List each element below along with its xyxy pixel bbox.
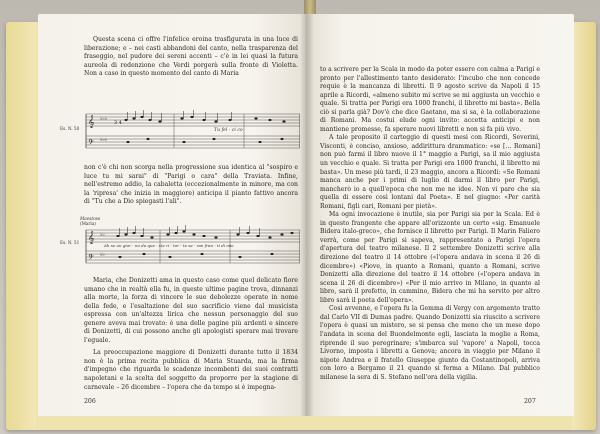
svg-text:♭♭♭: ♭♭♭ bbox=[100, 116, 108, 122]
right-page bbox=[306, 14, 574, 416]
svg-text:𝄞: 𝄞 bbox=[88, 115, 95, 128]
svg-text:3 4: 3 4 bbox=[114, 120, 122, 126]
svg-text:𝄢: 𝄢 bbox=[88, 254, 94, 264]
cover-edge-left bbox=[6, 22, 36, 430]
cover-edge-right bbox=[572, 22, 596, 430]
music-example-51 bbox=[60, 216, 300, 268]
right-page-number: 207 bbox=[524, 398, 536, 405]
singer-marking: (Maria) bbox=[80, 221, 96, 226]
music-example-2-lyrics: Ah se un gior - no da que - ste ri - tor - te sa - ran fran - ti di mie bbox=[104, 243, 234, 248]
left-para-1-text: Questa scena ci offre l'infelice eroina trasfigurata in una luce di liberazione; e – nei casti abbandoni del canto, nella trasparenza del fraseggio, nel pudore dei sereni accenti – c'è in lei quasi la futura aureola di redenzione che Verdi porgerà sulla fronte di Violetta. Non a caso in questo momento del canto di Maria bbox=[84, 36, 298, 78]
svg-text:♭♭: ♭♭ bbox=[100, 232, 105, 238]
book-gutter bbox=[300, 14, 314, 416]
music-example-label: Es. N. 50 bbox=[60, 126, 80, 131]
left-para-4-text: La preoccupazione maggiore di Donizetti durante tutto il 1834 non è la prima recita pubblica di Maria Stuarda, ma la firma d'impegno che riguarda le scadenze incombenti dei suoi contratti napoletani e la scelta del soggetto da proporre per la stagione di carnevale – 26 dicembre – l'opera che da tempo si è impegna- bbox=[84, 349, 298, 391]
right-para-1: to a scrivere per la Scala in modo da poter essere con calma a Parigi e pronto per l'allestimento tanto desiderato: l'incubo che non concede requie è la mancanza di libretti. Il 9 agosto scrive da Napoli il 15 aprile a Ricordi, «almeno subito mi scrive se mi aggiusta un vecchio e quale. Si tratta per Parigi era 1000 franchi, il libretto mi basta». Bella ciò si parla già? Dov'è che dice Gaetano, ma si sa, è la collaborazione di Romani. Ma costui elude ogni invito: accetta anticipi e non mantiene promesse, fa sperare nuovi libretti e non si fa più vivo. bbox=[320, 66, 540, 133]
right-body bbox=[320, 66, 540, 382]
left-page-number: 206 bbox=[84, 398, 96, 405]
left-para-3-text: Maria, che Donizetti ama in questo caso come quel delicato fiore umano che in realtà ella fu, in queste ultime pagine trova, dinnanzi alla morte, la forza di vincere le sue debolezze operate in nome della fede, e l'esaltazione del suo sacrificio viene dal musicista espressa con un'altezza lirica che nessun personaggio del suo genere aveva mai trovato: è una delle pagine più ardenti e sincere di Donizetti, di cui possono anche gli apologisti sperare mai trovare l'eguale. bbox=[84, 277, 298, 344]
left-page bbox=[38, 14, 306, 416]
staff-svg-1 bbox=[64, 108, 300, 154]
svg-text:𝄢: 𝄢 bbox=[88, 139, 94, 149]
music-example-2-label: Es. N. 51 bbox=[60, 240, 80, 245]
svg-text:♭♭♭: ♭♭♭ bbox=[100, 137, 108, 143]
svg-text:♭♭: ♭♭ bbox=[100, 252, 105, 258]
left-para-3 bbox=[84, 277, 298, 392]
tempo-marking: Maestoso bbox=[80, 216, 101, 221]
left-para-2 bbox=[84, 164, 298, 207]
right-para-4: Così avvenne, e l'opera fu la Gemma di Vergy con argomento tratto dal Carlo VII di Dumas padre. Quando Donizetti sia riuscito a scrivere l'opera è quasi un mistero, se si pensa che meno che un mese dopo l'andata in scena del Buondelmonte egli, lasciata la moglie a Roma, riprende il suo peregrinare; s'imbarca sul 'vapore' a Napoli, tocca Livorno, imposta i libretti a Genova; ancora in viaggio per Milano il nipote Andrea e il fratello Giuseppe giunto da Costantinopoli, arriva con loro a Bergamo il 21 quando si ferma a Milano. Dal pubblico milanese la sera di S. Stefano nell'ora della vigilia. bbox=[320, 305, 540, 381]
music-example-1-lyrics: Tu fel - ci co bbox=[214, 128, 243, 133]
left-para-2-text: non c'è chi non scorga nella progressione sua identica al "sospiro e luce tu mi sarai" di "Parigi o cara" della Traviata. Infine, nell'estremo addio, la cabaletta (eccezionalmente in minore, ma con la 'ripresa' che inizia in maggiore) anticipa il pianto fattivo ancora di "Tu che a Dio spiegasti l'ali". bbox=[84, 164, 298, 206]
right-para-3: Ma ogni invocazione è inutile, sia per Parigi sia per la Scala. Ed è in questo frangente che appare all'orizzonte un certo «sig. Emanuele Bidera italo-greco», che fornisce il libretto per Parigi. Il Marin Faliero verrà, come per Parigi si sapeva, rappresentato a Parigi l'opera d'apertura del teatro milanese. Il 2 settembre Donizetti scrive alla direzione del teatro il 14 ottobre («l'opera andava in scena il 26 di dicembre») «Piove, in quanto a Romani, quanto a Romani, scrive Donizetti alla direzione del teatro il 14 ottobre («l'opera andava in scena il 26 di dicembre») «Per il mio arrivo in Milano, in quanto al libro, sarà il prefetto, in cammino, Bidera che mi ha servito per altro libro sarà il poeta dell'opera». bbox=[320, 211, 540, 304]
right-para-2: A tale proposito il carteggio di questi mesi con Ricordi, Severini, Visconti, è conciso, ansioso, addirittura drammatico: «se [... Romani] non può farmi il libro nuove il 1° maggio a Parigi, sa il mio aggiusta un vecchio e quale. Si tratta per Parigi era 1000 franchi, il libretto mi basta». Un mese più tardi, il 23 maggio, ancora a Ricordi: «Se Romani manca anche per i primi di luglio di darmi il libro per Parigi, mancherò io a quell'epoca che non me ne idee. Non vi pare che sia quella di essere così lontani dal Poeta». E nel giugno: «Per carità Romani, figli cari, Romani per pietà». bbox=[320, 134, 540, 210]
svg-text:𝄞: 𝄞 bbox=[88, 231, 95, 244]
left-para-1 bbox=[84, 36, 298, 79]
music-example-50 bbox=[60, 108, 300, 154]
